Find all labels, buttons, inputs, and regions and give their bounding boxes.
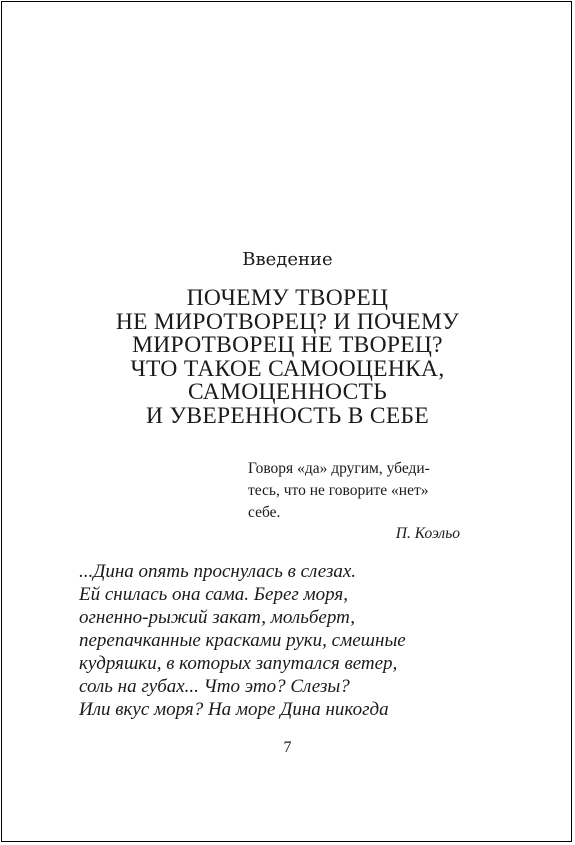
body-line: Ей снилась она сама. Берег моря, — [79, 584, 348, 605]
chapter-title — [2, 287, 573, 428]
chapter-title-line: НЕ МИРОТВОРЕЦ? И ПОЧЕМУ — [115, 308, 460, 335]
chapter-title-line: САМОЦЕННОСТЬ — [188, 379, 387, 405]
body-line: кудряшки, в которых запутался ветер, — [79, 653, 398, 674]
body-line: соль на губах... Что это? Слезы? — [79, 676, 350, 697]
chapter-title-line: И УВЕРЕННОСТЬ В СЕБЕ — [146, 402, 429, 429]
chapter-title-line: МИРОТВОРЕЦ НЕ ТВОРЕЦ? — [132, 332, 443, 358]
page-number: 7 — [283, 739, 292, 756]
book-page — [1, 1, 572, 842]
epigraph — [248, 458, 460, 545]
epigraph-line: Говоря «да» другим, убеди- — [248, 460, 430, 477]
body-line: Или вкус моря? На море Дина никогда — [79, 699, 389, 720]
body-text — [79, 560, 479, 721]
epigraph-line: тесь, что не говорите «нет» — [248, 482, 429, 499]
chapter-title-line: ЧТО ТАКОЕ САМООЦЕНКА, — [130, 355, 445, 382]
chapter-title-line: ПОЧЕМУ ТВОРЕЦ — [186, 285, 389, 311]
body-line: перепачканные красками руки, смешные — [79, 630, 406, 651]
epigraph-author: П. Коэльо — [395, 525, 460, 542]
body-line: ...Дина опять проснулась в слезах. — [79, 561, 357, 582]
body-line: огненно-рыжий закат, мольберт, — [79, 607, 356, 628]
epigraph-line: себе. — [248, 504, 281, 521]
section-label: Введение — [242, 249, 333, 270]
